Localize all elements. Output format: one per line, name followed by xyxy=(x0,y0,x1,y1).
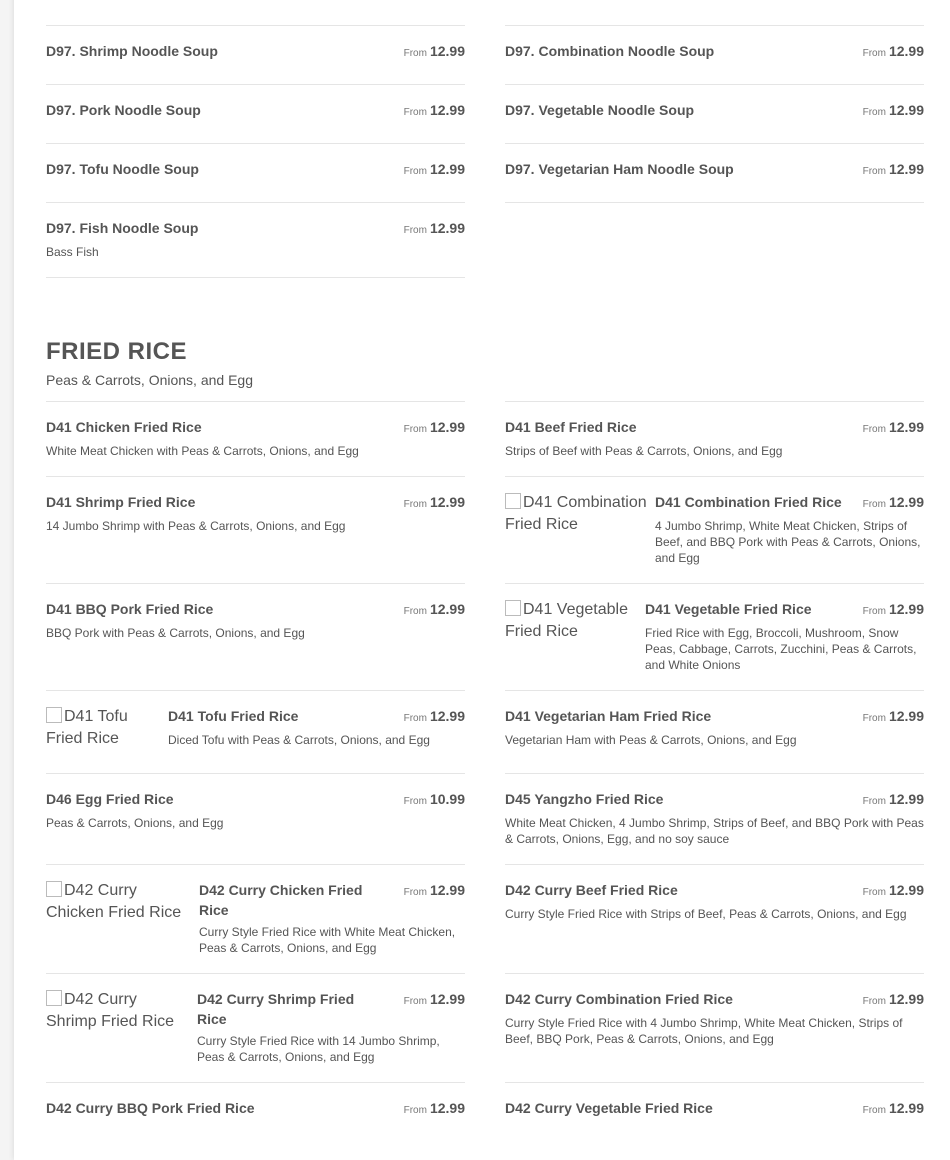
price-prefix: From xyxy=(403,796,427,807)
price-prefix: From xyxy=(862,796,886,807)
price-prefix: From xyxy=(862,887,886,898)
price-value: 12.99 xyxy=(888,991,924,1007)
item-image[interactable]: D42 Curry Shrimp Fried Rice xyxy=(46,989,191,1033)
item-description: Curry Style Fried Rice with 14 Jumbo Shrimp, Peas & Carrots, Onions, and Egg xyxy=(197,1034,440,1064)
price-value: 12.99 xyxy=(888,1100,924,1116)
item-name: D97. Shrimp Noodle Soup xyxy=(46,43,218,59)
item-description: Peas & Carrots, Onions, and Egg xyxy=(46,816,224,830)
item-image[interactable]: D41 Tofu Fried Rice xyxy=(46,706,158,750)
menu-item[interactable] xyxy=(505,402,924,477)
price-prefix: From xyxy=(862,996,886,1007)
price-value: 12.99 xyxy=(888,601,924,617)
item-description: Strips of Beef with Peas & Carrots, Onions, and Egg xyxy=(505,444,783,458)
price-prefix: From xyxy=(862,107,886,118)
item-name: D41 Shrimp Fried Rice xyxy=(46,494,196,510)
item-price xyxy=(404,417,465,440)
section-subtitle: Peas & Carrots, Onions, and Egg xyxy=(46,372,253,388)
item-price xyxy=(404,706,465,729)
menu-item[interactable] xyxy=(505,26,924,85)
menu-item[interactable] xyxy=(46,774,465,865)
item-price xyxy=(863,100,924,123)
price-value: 12.99 xyxy=(888,882,924,898)
price-prefix: From xyxy=(403,107,427,118)
item-name: D41 BBQ Pork Fried Rice xyxy=(46,601,214,617)
price-prefix: From xyxy=(403,996,427,1007)
item-name: D97. Tofu Noodle Soup xyxy=(46,161,199,177)
item-name: D42 Curry Shrimp Fried Rice xyxy=(197,991,355,1027)
item-name: D41 Combination Fried Rice xyxy=(655,494,842,510)
item-price xyxy=(863,1098,924,1121)
menu-item[interactable] xyxy=(46,203,465,278)
price-prefix: From xyxy=(403,225,427,236)
price-prefix: From xyxy=(862,606,886,617)
item-price xyxy=(404,492,465,515)
item-description: Curry Style Fried Rice with 4 Jumbo Shrimp, White Meat Chicken, Strips of Beef, BBQ Pork, Peas & Carrots, Onions, and Egg xyxy=(505,1016,903,1046)
item-name: D42 Curry Combination Fried Rice xyxy=(505,991,733,1007)
price-value: 12.99 xyxy=(429,494,465,510)
price-prefix: From xyxy=(403,606,427,617)
price-value: 12.99 xyxy=(429,601,465,617)
price-prefix: From xyxy=(862,424,886,435)
item-description: Curry Style Fried Rice with White Meat Chicken, Peas & Carrots, Onions, and Egg xyxy=(199,925,456,955)
item-price xyxy=(863,417,924,440)
item-price xyxy=(863,706,924,729)
item-price xyxy=(404,789,465,812)
price-prefix: From xyxy=(862,166,886,177)
price-value: 12.99 xyxy=(429,161,465,177)
price-value: 12.99 xyxy=(888,43,924,59)
menu-item[interactable] xyxy=(505,974,924,1083)
item-price xyxy=(404,100,465,123)
item-description: White Meat Chicken with Peas & Carrots, Onions, and Egg xyxy=(46,444,359,458)
item-description: Diced Tofu with Peas & Carrots, Onions, and Egg xyxy=(168,733,430,747)
item-description: Fried Rice with Egg, Broccoli, Mushroom, Snow Peas, Cabbage, Carrots, Zucchini, Peas & Carrots, and White Onions xyxy=(645,626,917,672)
price-value: 10.99 xyxy=(429,791,465,807)
item-price xyxy=(863,989,924,1012)
item-name: D41 Chicken Fried Rice xyxy=(46,419,202,435)
menu-item[interactable] xyxy=(46,85,465,144)
price-prefix: From xyxy=(862,48,886,59)
item-description: BBQ Pork with Peas & Carrots, Onions, and Egg xyxy=(46,626,305,640)
menu-item[interactable] xyxy=(505,144,924,203)
item-price xyxy=(404,989,465,1012)
menu-item[interactable] xyxy=(505,774,924,865)
menu-item[interactable] xyxy=(505,85,924,144)
price-value: 12.99 xyxy=(888,161,924,177)
item-price xyxy=(863,159,924,182)
price-prefix: From xyxy=(403,166,427,177)
item-image[interactable]: D42 Curry Chicken Fried Rice xyxy=(46,880,191,924)
item-price xyxy=(863,41,924,64)
item-name: D42 Curry Vegetable Fried Rice xyxy=(505,1100,713,1116)
item-description: Bass Fish xyxy=(46,245,99,259)
price-value: 12.99 xyxy=(429,1100,465,1116)
item-price xyxy=(863,599,924,622)
item-price xyxy=(404,159,465,182)
price-prefix: From xyxy=(862,499,886,510)
menu-item[interactable] xyxy=(46,691,465,774)
item-image[interactable]: D41 Vegetable Fried Rice xyxy=(505,599,639,643)
price-prefix: From xyxy=(403,1105,427,1116)
menu-item[interactable] xyxy=(46,477,465,584)
price-prefix: From xyxy=(403,499,427,510)
price-value: 12.99 xyxy=(429,708,465,724)
item-description: White Meat Chicken, 4 Jumbo Shrimp, Strips of Beef, and BBQ Pork with Peas & Carrots, Onions, Egg, and no soy sauce xyxy=(505,816,924,846)
menu-item[interactable] xyxy=(505,1083,924,1116)
item-name: D97. Fish Noodle Soup xyxy=(46,220,199,236)
price-prefix: From xyxy=(403,424,427,435)
price-value: 12.99 xyxy=(429,991,465,1007)
item-description: 14 Jumbo Shrimp with Peas & Carrots, Onions, and Egg xyxy=(46,519,346,533)
item-name: D97. Combination Noodle Soup xyxy=(505,43,715,59)
item-description: 4 Jumbo Shrimp, White Meat Chicken, Strips of Beef, and BBQ Pork with Peas & Carrots, Onions, and Egg xyxy=(655,519,921,565)
price-prefix: From xyxy=(403,887,427,898)
menu-item[interactable] xyxy=(46,1083,465,1116)
price-value: 12.99 xyxy=(888,102,924,118)
menu-item[interactable] xyxy=(46,584,465,691)
menu-item[interactable] xyxy=(505,865,924,974)
item-price xyxy=(404,1098,465,1121)
item-price xyxy=(404,218,465,241)
price-prefix: From xyxy=(403,713,427,724)
menu-item[interactable] xyxy=(46,402,465,477)
price-value: 12.99 xyxy=(888,708,924,724)
item-name: D42 Curry Beef Fried Rice xyxy=(505,882,678,898)
menu-item[interactable] xyxy=(505,584,924,691)
item-name: D41 Vegetable Fried Rice xyxy=(645,601,812,617)
price-value: 12.99 xyxy=(429,882,465,898)
section-title: FRIED RICE xyxy=(46,338,188,365)
item-name: D41 Tofu Fried Rice xyxy=(168,708,299,724)
item-name: D46 Egg Fried Rice xyxy=(46,791,174,807)
item-price xyxy=(404,41,465,64)
item-name: D97. Vegetarian Ham Noodle Soup xyxy=(505,161,734,177)
item-name: D41 Beef Fried Rice xyxy=(505,419,637,435)
price-value: 12.99 xyxy=(429,43,465,59)
price-value: 12.99 xyxy=(888,791,924,807)
item-image[interactable]: D41 Combination Fried Rice xyxy=(505,492,647,536)
item-price xyxy=(863,789,924,812)
price-prefix: From xyxy=(862,713,886,724)
item-description: Vegetarian Ham with Peas & Carrots, Onions, and Egg xyxy=(505,733,797,747)
item-price xyxy=(863,880,924,903)
menu-item[interactable] xyxy=(505,477,924,584)
price-value: 12.99 xyxy=(888,419,924,435)
price-prefix: From xyxy=(403,48,427,59)
menu-item[interactable] xyxy=(505,691,924,774)
item-name: D45 Yangzho Fried Rice xyxy=(505,791,664,807)
item-name: D42 Curry Chicken Fried Rice xyxy=(199,882,363,918)
menu-item[interactable] xyxy=(46,974,465,1083)
item-price xyxy=(404,599,465,622)
menu-item[interactable] xyxy=(46,865,465,974)
price-value: 12.99 xyxy=(429,419,465,435)
item-name: D41 Vegetarian Ham Fried Rice xyxy=(505,708,712,724)
item-name: D97. Vegetable Noodle Soup xyxy=(505,102,695,118)
price-value: 12.99 xyxy=(429,220,465,236)
menu-item[interactable] xyxy=(46,26,465,85)
price-value: 12.99 xyxy=(888,494,924,510)
price-prefix: From xyxy=(862,1105,886,1116)
item-name: D97. Pork Noodle Soup xyxy=(46,102,201,118)
menu-item[interactable] xyxy=(46,144,465,203)
price-value: 12.99 xyxy=(429,102,465,118)
item-price xyxy=(863,492,924,515)
item-name: D42 Curry BBQ Pork Fried Rice xyxy=(46,1100,255,1116)
item-price xyxy=(404,880,465,903)
item-description: Curry Style Fried Rice with Strips of Beef, Peas & Carrots, Onions, and Egg xyxy=(505,907,907,921)
